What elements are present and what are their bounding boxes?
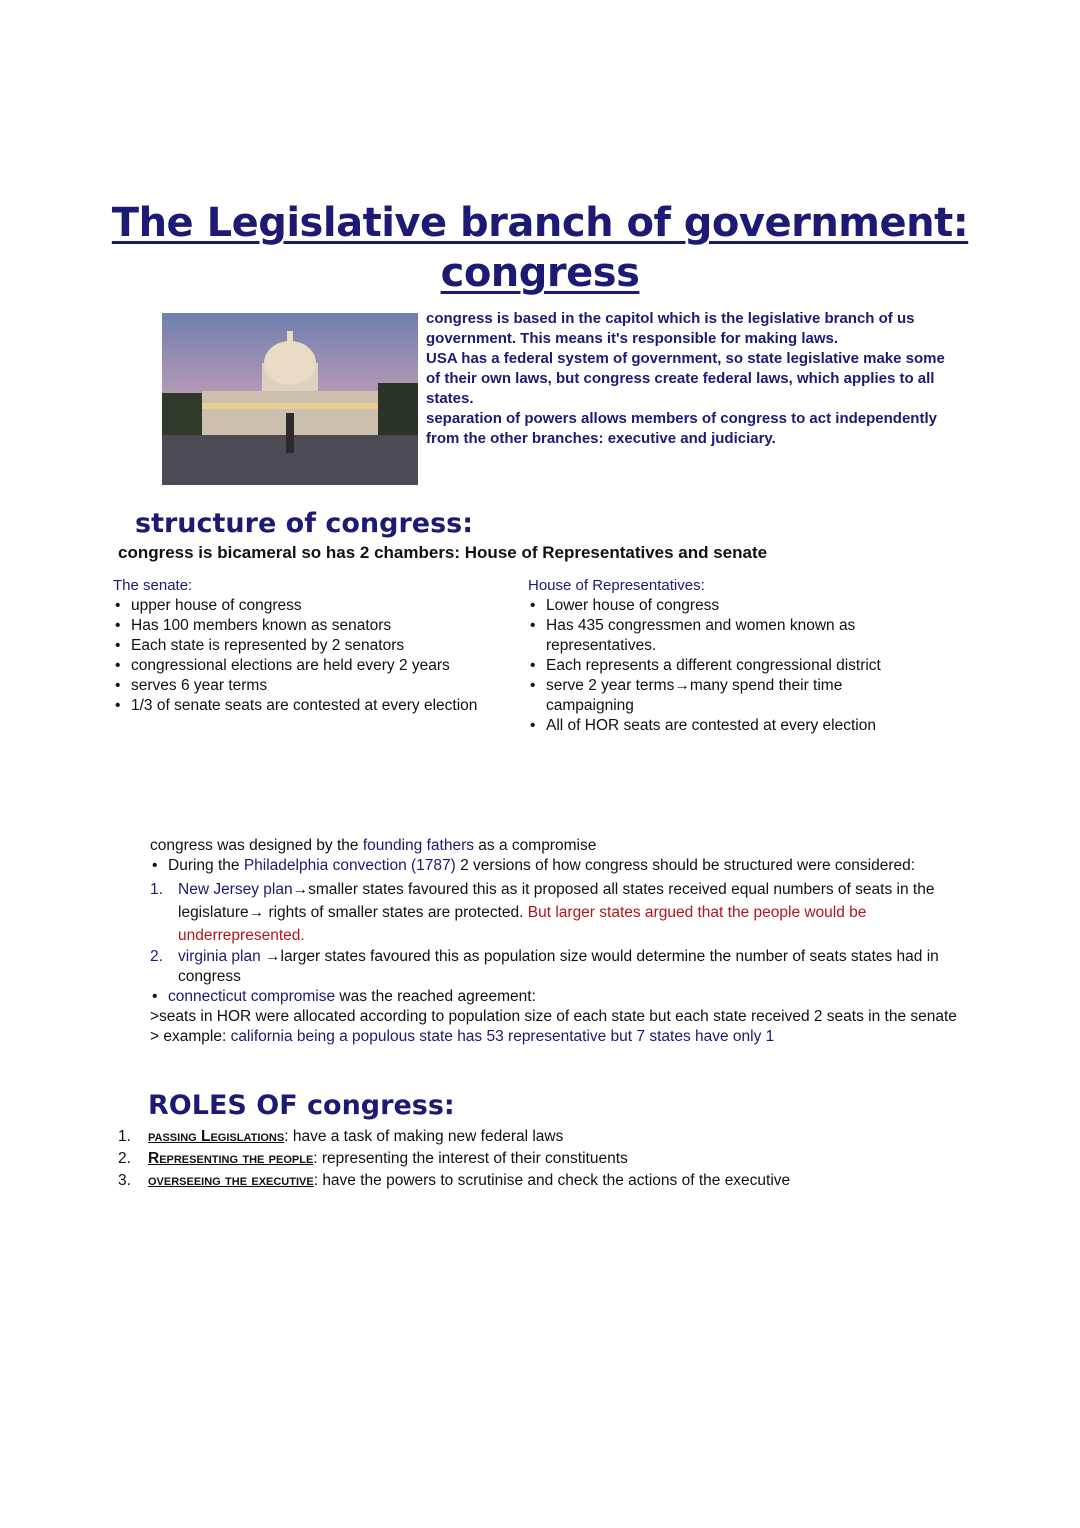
list-item: • Each represents a different congressional district	[546, 656, 928, 676]
list-item: • Has 435 congressmen and women known as representatives.	[546, 616, 928, 656]
role-desc: : have the powers to scrutinise and check the actions of the executive	[313, 1172, 791, 1189]
text: 2 versions of how congress should be structured were considered:	[455, 857, 916, 874]
list-item: • upper house of congress	[131, 596, 493, 616]
intro-text	[426, 309, 956, 449]
roles-list	[118, 1126, 790, 1192]
list-number: 1.	[118, 1128, 131, 1145]
red-highlight: But larger states argued that the people would be underrepresented.	[178, 904, 867, 944]
list-item: • All of HOR seats are contested at every election	[546, 716, 928, 736]
list-item: • Has 100 members known as senators	[131, 616, 493, 636]
roles-heading: ROLES OF congress:	[148, 1090, 455, 1121]
list-number: 2.	[118, 1150, 131, 1167]
intro-paragraph: congress is based in the capitol which is the legislative branch of us government. This means it's responsible for making laws.	[426, 310, 915, 347]
role-item	[118, 1170, 790, 1192]
list-item: • Lower house of congress	[546, 596, 928, 616]
list-number: 1.	[150, 881, 163, 898]
highlight: connecticut compromise	[168, 988, 336, 1005]
list-number: 2.	[150, 948, 163, 965]
house-title: House of Representatives:	[528, 577, 705, 594]
role-term: overseeing the executive	[148, 1172, 314, 1189]
capitol-photo	[162, 313, 418, 485]
page-title: The Legislative branch of government:	[111, 200, 969, 246]
list-number: 3.	[118, 1172, 131, 1189]
compromise-section	[150, 836, 980, 1047]
list-item: • serve 2 year terms→many spend their time campaigning	[546, 676, 928, 716]
highlight: founding fathers	[362, 837, 474, 854]
list-item: • 1/3 of senate seats are contested at every election	[131, 696, 493, 716]
highlight: california being a populous state has 53 representative but 7 states have only 1	[230, 1028, 775, 1045]
role-term: passing Legislations	[148, 1128, 285, 1145]
list-item: • congressional elections are held every 2 years	[131, 656, 493, 676]
role-desc: : have a task of making new federal laws	[284, 1128, 564, 1145]
list-item: • Each state is represented by 2 senators	[131, 636, 493, 656]
intro-paragraph: separation of powers allows members of congress to act independently from the other branches: executive and judiciary.	[426, 410, 937, 447]
text: During the	[168, 857, 244, 874]
highlight: Philadelphia convection (1787)	[243, 857, 456, 874]
text: →smaller states favoured this as it proposed all states received equal numbers of seats in the legislature→ rights of smaller states are protected.	[178, 881, 935, 921]
structure-heading: structure of congress:	[135, 508, 474, 539]
text: was the reached agreement:	[335, 988, 536, 1005]
senate-column	[113, 576, 493, 716]
text: congress was designed by the	[150, 837, 363, 854]
intro-paragraph: USA has a federal system of government, so state legislative make some of their own laws, but congress create federal laws, which applies to all states.	[426, 350, 945, 407]
highlight: New Jersey plan	[178, 881, 293, 898]
role-term: Representing the people	[148, 1150, 314, 1167]
text: as a compromise	[474, 837, 597, 854]
role-item	[118, 1148, 790, 1170]
text: →larger states favoured this as population size would determine the number of seats states had in congress	[178, 948, 939, 985]
highlight: virginia plan	[178, 948, 261, 965]
house-column	[528, 576, 928, 736]
role-item	[118, 1126, 790, 1148]
role-desc: : representing the interest of their constituents	[313, 1150, 628, 1167]
structure-subtitle: congress is bicameral so has 2 chambers: House of Representatives and senate	[118, 543, 768, 562]
list-item: • serves 6 year terms	[131, 676, 493, 696]
text: > example:	[150, 1028, 231, 1045]
text: >seats in HOR were allocated according to population size of each state but each state received 2 seats in the senate	[150, 1008, 957, 1025]
page-title-line2: congress	[440, 250, 640, 296]
senate-title: The senate:	[113, 577, 193, 594]
